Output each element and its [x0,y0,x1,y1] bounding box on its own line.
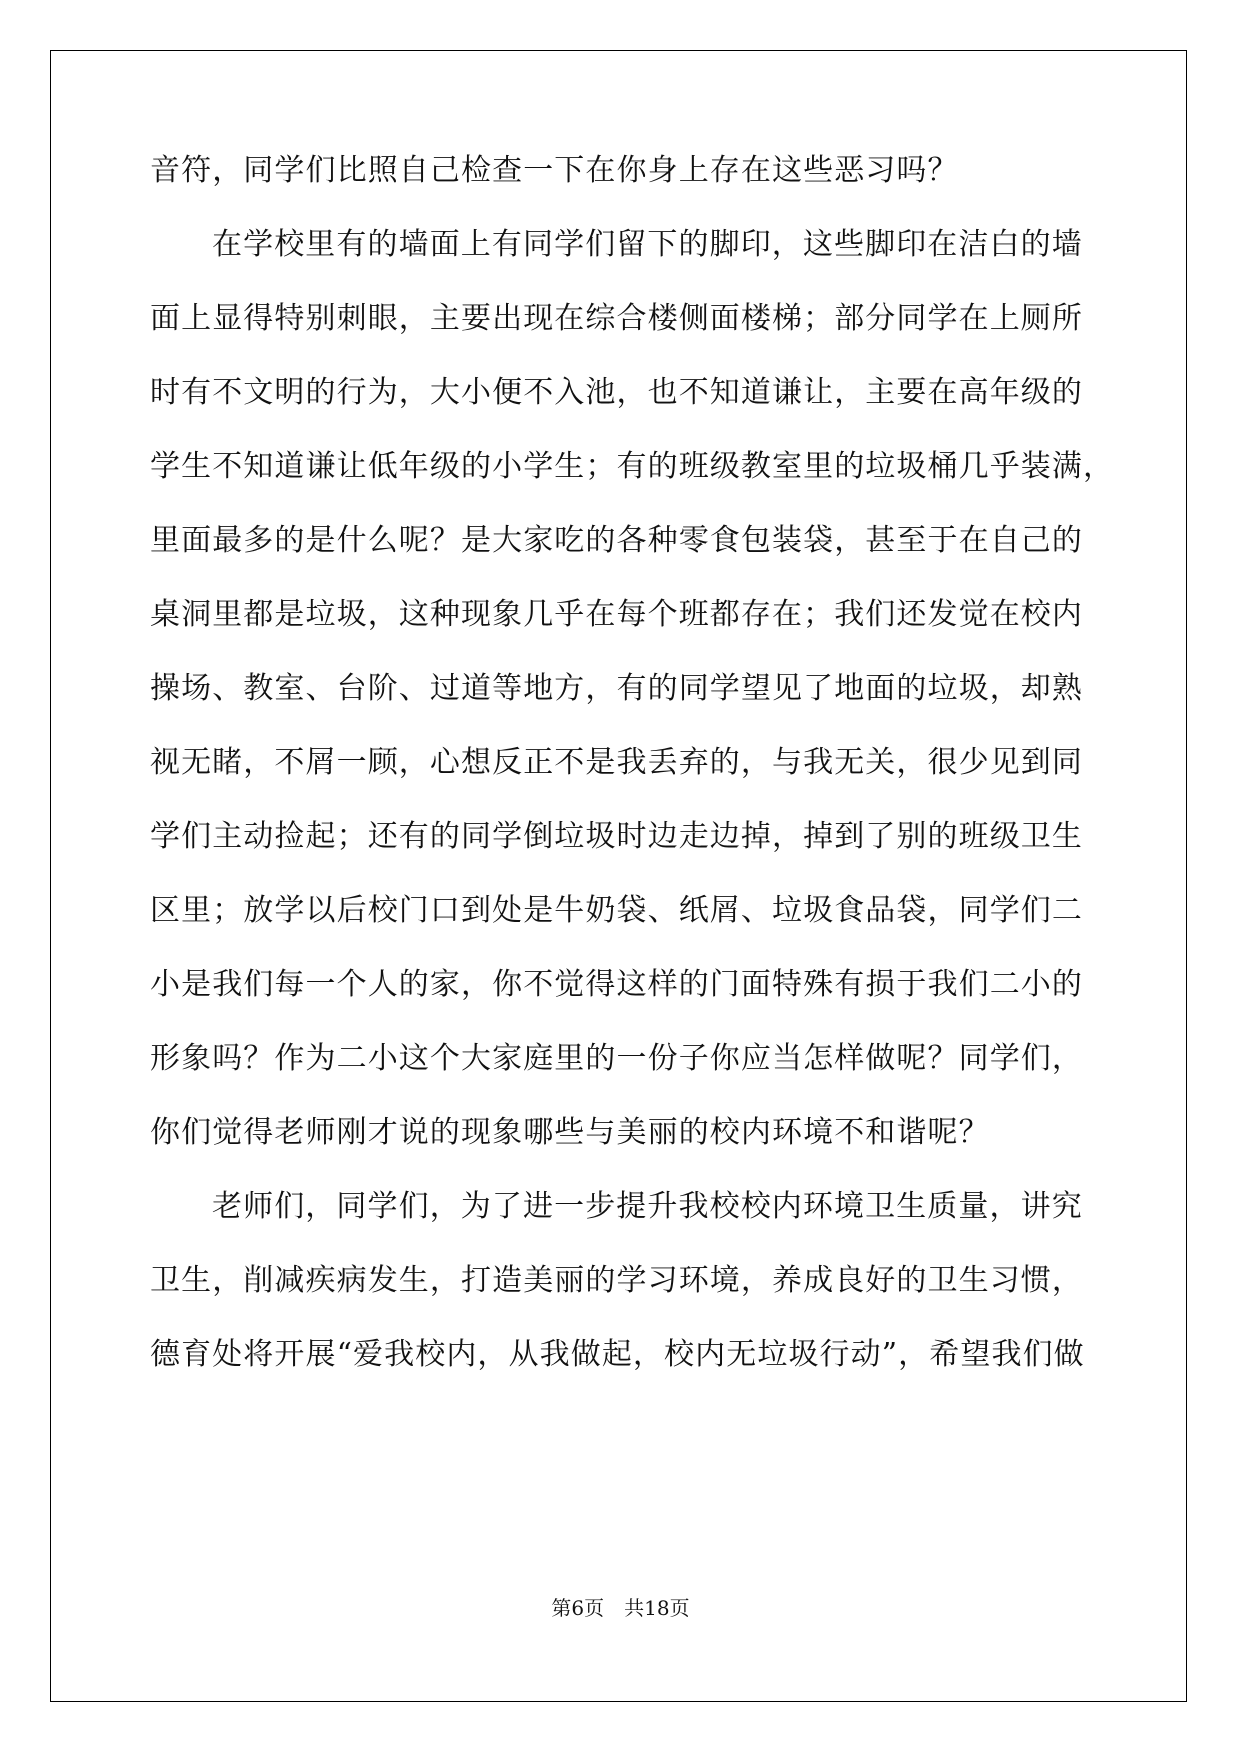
paragraph-start-line: 在学校里有的墙面上有同学们留下的脚印，这些脚印在洁白的墙 [212,227,1083,262]
text-line: 学们主动捡起；还有的同学倒垃圾时边走边掉，掉到了别的班级卫生 [150,819,1083,854]
page-border [50,50,1187,1702]
text-line: 学生不知道谦让低年级的小学生；有的班级教室里的垃圾桶几乎装满， [150,449,1115,484]
paragraph-start-line: 老师们，同学们，为了进一步提升我校校内环境卫生质量，讲究 [212,1189,1083,1224]
text-line: 你们觉得老师刚才说的现象哪些与美丽的校内环境不和谐呢？ [150,1115,990,1150]
text-line: 里面最多的是什么呢？是大家吃的各种零食包装袋，甚至于在自己的 [150,523,1083,558]
text-line: 桌洞里都是垃圾，这种现象几乎在每个班都存在；我们还发觉在校内 [150,597,1083,632]
text-line: 视无睹，不屑一顾，心想反正不是我丢弃的，与我无关，很少见到同 [150,745,1083,780]
text-line: 音符，同学们比照自己检查一下在你身上存在这些恶习吗？ [150,153,959,188]
page-number-footer: 第6页 共18页 [551,1596,690,1620]
text-line: 时有不文明的行为，大小便不入池，也不知道谦让，主要在高年级的 [150,375,1083,410]
text-line: 形象吗？作为二小这个大家庭里的一份子你应当怎样做呢？同学们， [150,1041,1083,1076]
text-line: 面上显得特别刺眼，主要出现在综合楼侧面楼梯；部分同学在上厕所 [150,301,1083,336]
text-line: 卫生，削减疾病发生，打造美丽的学习环境，养成良好的卫生习惯， [150,1263,1083,1298]
text-line: 区里；放学以后校门口到处是牛奶袋、纸屑、垃圾食品袋，同学们二 [150,893,1083,928]
text-line: 德育处将开展“爱我校内，从我做起，校内无垃圾行动”，希望我们做 [150,1337,1085,1372]
text-line: 操场、教室、台阶、过道等地方，有的同学望见了地面的垃圾，却熟 [150,671,1083,706]
text-line: 小是我们每一个人的家，你不觉得这样的门面特殊有损于我们二小的 [150,967,1083,1002]
